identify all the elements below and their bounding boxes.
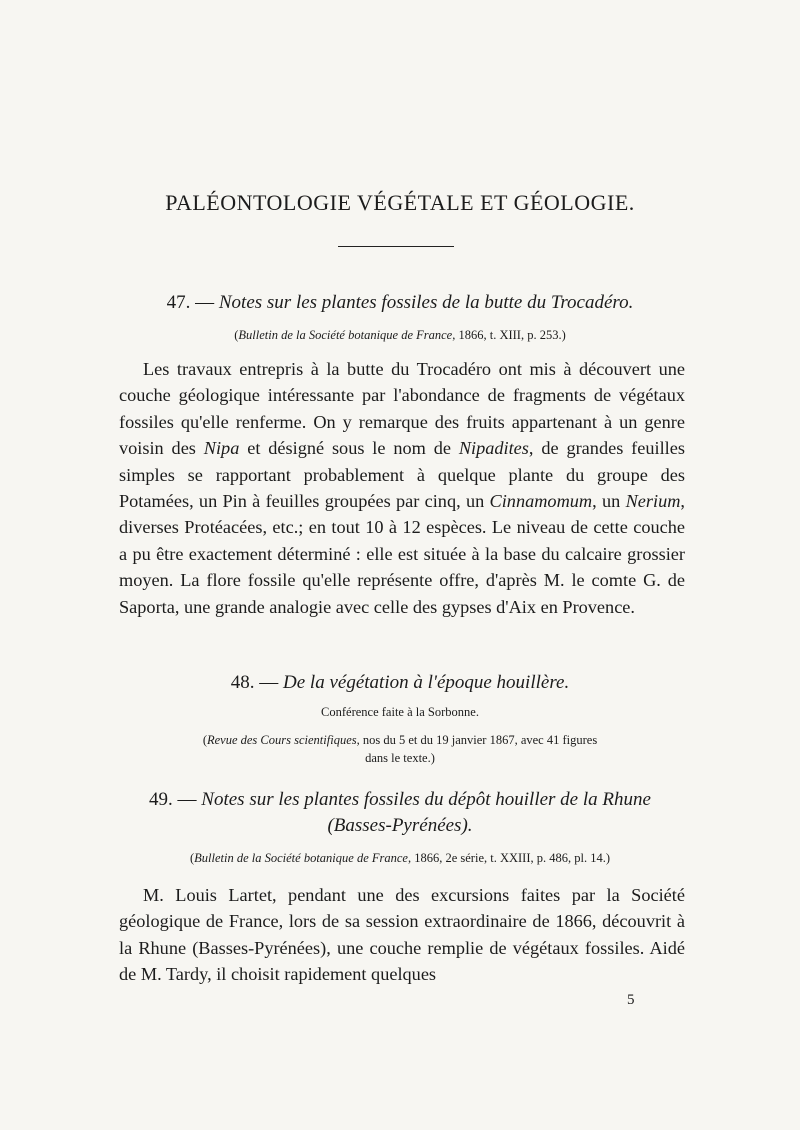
section-title: PALÉONTOLOGIE VÉGÉTALE ET GÉOLOGIE. — [165, 190, 635, 215]
entry-49-heading — [0, 789, 800, 811]
citation-journal: Revue des Cours scientifiques — [206, 733, 357, 747]
taxon-cinnamomum: Cinnamomum — [489, 491, 593, 512]
entry-dash: — — [254, 672, 284, 693]
entry-49-body: M. Louis Lartet, pendant une des excursions faites par la Société géologique de France, lors de sa session extraordinaire de 1866, découvrit à la Rhune (Basses-Pyrénées), une couche remplie de végétaux fossiles. Aidé de M. Tardy, il choisit rapidement quelques — [119, 885, 685, 985]
entry-number: 48. — [230, 672, 255, 693]
citation-journal: Bulletin de la Société botanique de France — [238, 328, 453, 342]
taxon-nerium: Nerium — [625, 491, 681, 512]
entry-48-citation: (Revue des Cours scientifiques, nos du 5 et du 19 janvier 1867, avec 41 figures — [202, 733, 598, 747]
entry-48-heading — [0, 672, 800, 694]
entry-number: 47. — [166, 292, 191, 313]
citation-journal: Bulletin de la Société botanique de France — [194, 851, 408, 865]
entry-number: 49. — [149, 789, 173, 810]
page-number: 5 — [627, 992, 635, 1008]
entry-47-body: Les travaux entrepris à la butte du Trocadéro ont mis à découvert une couche géologique intéressante par l'abondance de fragments de végétaux fossiles qu'elle renferme. On y remarque des fruits appartenant à un genre voisin des Nipa et désigné sous le nom de Nipadites, de grandes feuilles simples se rapportant probablement à quelque plante du groupe des Potamées, un Pin à feuilles groupées par cinq, un Cinnamomum, un Nerium, diverses Protéacées, etc.; en tout 10 à 12 espèces. Le niveau de cette couche a pu être exactement déterminé : elle est située à la base du calcaire grossier moyen. La flore fossile qu'elle représente offre, d'après M. le comte G. de Saporta, une grande analogie avec celle des gypses d'Aix en Provence. — [119, 359, 685, 617]
entry-47-citation: (Bulletin de la Société botanique de France, 1866, t. XIII, p. 253.) — [234, 328, 566, 342]
entry-dash: — — [190, 292, 219, 313]
entry-48-subtitle: Conférence faite à la Sorbonne. — [321, 705, 479, 719]
entry-48-citation-line2: dans le texte.) — [365, 751, 435, 765]
taxon-nipa: Nipa — [203, 438, 240, 459]
entry-title: Notes sur les plantes fossiles de la butte du Trocadéro. — [218, 292, 634, 313]
entry-49-citation: (Bulletin de la Société botanique de France, 1866, 2e série, t. XXIII, p. 486, pl. 14.) — [189, 851, 611, 865]
entry-49-heading-line2 — [0, 815, 800, 837]
entry-title: De la végétation à l'époque houillère. — [283, 672, 570, 693]
taxon-nipadites: Nipadites — [458, 438, 529, 459]
title-rule — [338, 246, 454, 247]
citation-details: , 1866, 2e série, t. XXIII, p. 486, pl. 14.) — [407, 851, 611, 865]
citation-details: , nos du 5 et du 19 janvier 1867, avec 41 figures — [356, 733, 598, 747]
citation-details: , 1866, t. XIII, p. 253.) — [452, 328, 566, 342]
entry-title-line2: (Basses-Pyrénées). — [327, 815, 473, 836]
entry-dash: — — [172, 789, 202, 810]
entry-47-heading — [0, 292, 800, 314]
entry-title: Notes sur les plantes fossiles du dépôt houiller de la Rhune — [201, 789, 651, 810]
